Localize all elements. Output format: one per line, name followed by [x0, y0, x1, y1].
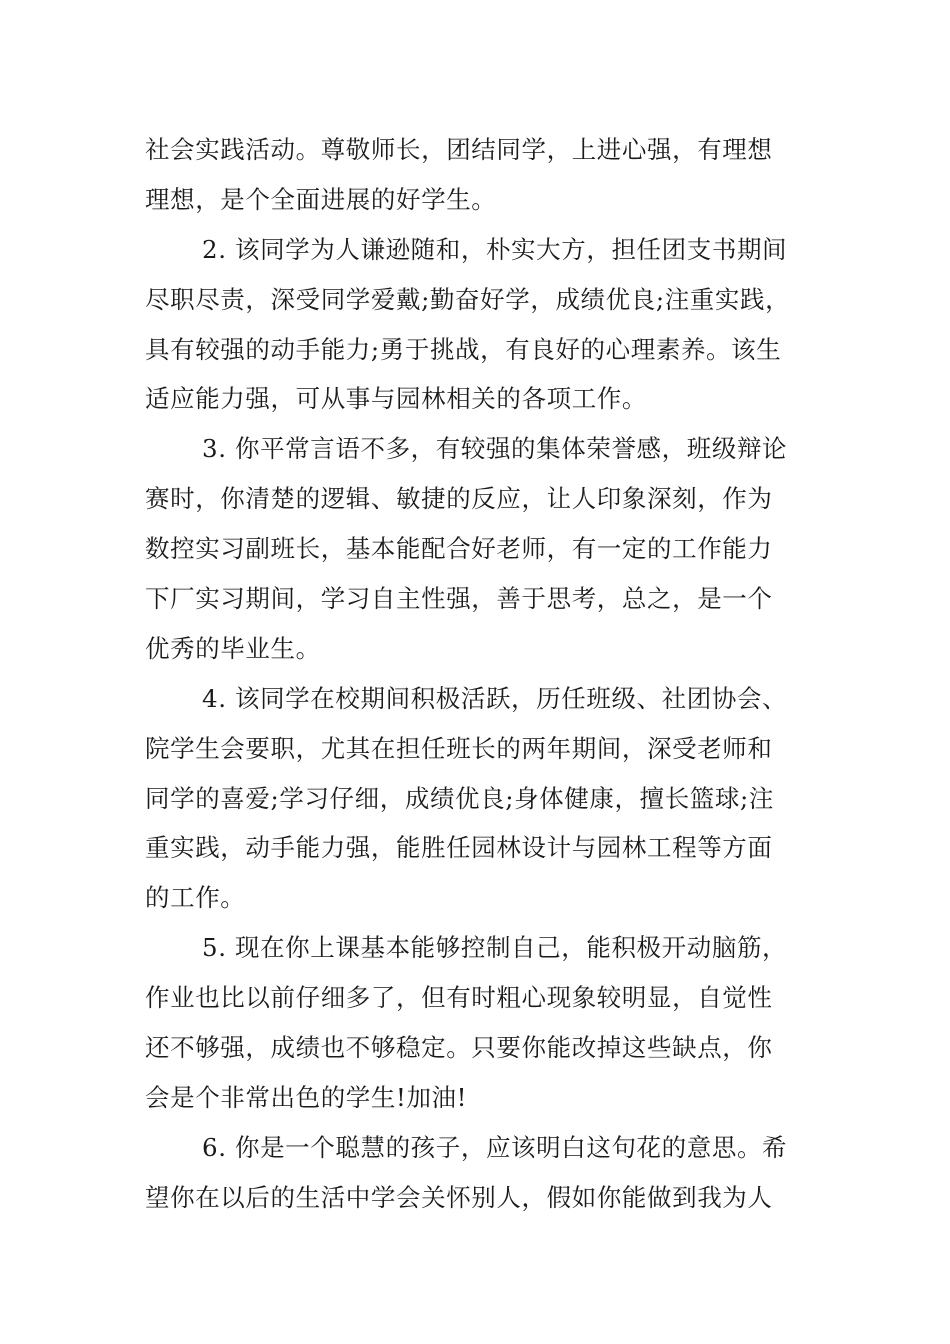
text-line: 2. 该同学为人谦逊随和，朴实大方，担任团支书期间 — [202, 234, 788, 264]
text-line: 还不够强，成绩也不够稳定。只要你能改掉这些缺点，你 — [145, 1033, 773, 1063]
paragraph-4 — [145, 674, 815, 923]
text-line: 具有较强的动手能力;勇于挑战，有良好的心理素养。该生 — [145, 334, 782, 364]
text-line: 下厂实习期间，学习自主性强，善于思考，总之，是一个 — [145, 584, 773, 614]
text-line: 优秀的毕业生。 — [145, 633, 321, 663]
text-line: 6. 你是一个聪慧的孩子，应该明白这句花的意思。希 — [202, 1132, 788, 1162]
text-line: 赛时，你清楚的逻辑、敏捷的反应，让人印象深刻，作为 — [145, 484, 773, 514]
text-line: 院学生会要职，尤其在担任班长的两年期间，深受老师和 — [145, 733, 773, 763]
text-line: 作业也比以前仔细多了，但有时粗心现象较明显，自觉性 — [145, 983, 773, 1013]
text-line: 5. 现在你上课基本能够控制自己，能积极开动脑筋， — [202, 933, 788, 963]
text-line: 4. 该同学在校期间积极活跃，历任班级、社团协会、 — [202, 683, 788, 713]
text-line: 适应能力强，可从事与园林相关的各项工作。 — [145, 384, 647, 414]
paragraph-continued — [145, 125, 815, 225]
text-line: 重实践，动手能力强，能胜任园林设计与园林工程等方面 — [145, 833, 773, 863]
text-line: 3. 你平常言语不多，有较强的集体荣誉感，班级辩论 — [202, 434, 788, 464]
document-body — [145, 125, 815, 1223]
paragraph-5 — [145, 923, 815, 1123]
text-line: 的工作。 — [145, 883, 246, 913]
text-line: 望你在以后的生活中学会关怀别人，假如你能做到我为人 — [145, 1182, 773, 1212]
text-line: 数控实习副班长，基本能配合好老师，有一定的工作能力 — [145, 534, 773, 564]
text-line: 会是个非常出色的学生!加油! — [145, 1082, 468, 1112]
text-line: 理想，是个全面进展的好学生。 — [145, 184, 497, 214]
text-line: 社会实践活动。尊敬师长，团结同学，上进心强，有理想 — [145, 135, 773, 164]
paragraph-6 — [145, 1123, 815, 1223]
text-line: 尽职尽责，深受同学爱戴;勤奋好学，成绩优良;注重实践， — [145, 284, 791, 314]
text-line: 同学的喜爱;学习仔细，成绩优良;身体健康，擅长篮球;注 — [145, 783, 774, 813]
paragraph-3 — [145, 424, 815, 673]
paragraph-2 — [145, 225, 815, 425]
